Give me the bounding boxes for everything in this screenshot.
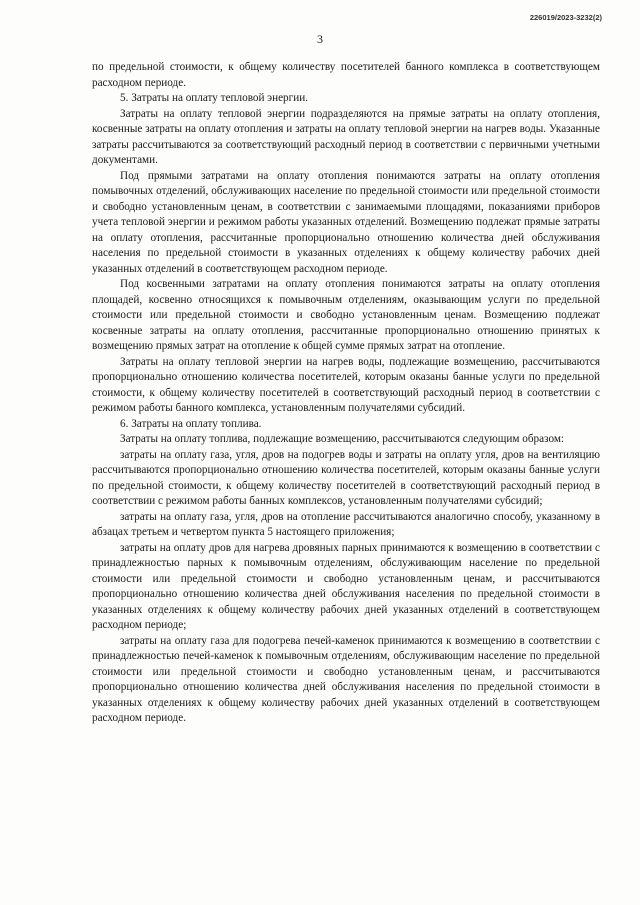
paragraph: затраты на оплату газа, угля, дров на подогрев воды и затраты на оплату угля, дров на вентиляцию рассчитываются пропорционально отношению количества посетителей, которым оказаны банные услуги по предельной стоимости, к общему количеству посетителей в соответствующий расходный период в соответствии с режимом работы банных комплексов, установленным получателями субсидий;: [92, 448, 600, 507]
document-id: 226019/2023-3232(2): [529, 13, 602, 22]
paragraph: затраты на оплату газа, угля, дров на отопление рассчитываются аналогично способу, указанному в абзацах третьем и четвертом пункта 5 настоящего приложения;: [92, 510, 600, 538]
paragraph: Под косвенными затратами на оплату отопления понимаются затраты на оплату отопления площадей, косвенно относящихся к помывочным отделениям, оказывающим услуги по предельной стоимости или предельной стоимости и свободно установленным ценам. Возмещению подлежат косвенные затраты на оплату отопления, рассчитанные пропорционально отношению принятых к возмещению прямых затрат на отопление к общей сумме прямых затрат на отопление.: [92, 278, 600, 352]
paragraph: Затраты на оплату топлива, подлежащие возмещению, рассчитываются следующим образом:: [120, 433, 565, 445]
document-body: [92, 60, 600, 727]
section-heading: 6. Затраты на оплату топлива.: [120, 417, 262, 430]
section-heading: 5. Затраты на оплату тепловой энергии.: [120, 92, 308, 104]
paragraph: Под прямыми затратами на оплату отопления понимаются затраты на оплату отопления помывочных отделений, обслуживающих население по предельной стоимости или предельной стоимости и свободно установленным ценам, в соответствии с занимаемыми площадями, показаниями приборов учета тепловой энергии и режимом работы указанных отделений. Возмещению подлежат прямые затраты на оплату отопления, рассчитанные пропорционально отношению количества дней обслуживания населения по предельной стоимости в указанных отделениях к общему количеству рабочих дней указанных отделений в соответствующем расходном периоде.: [92, 169, 600, 275]
paragraph: затраты на оплату газа для подогрева печей-каменок принимаются к возмещению в соответствии с принадлежностью печей-каменок к помывочным отделениям, обслуживающим население по предельной стоимости или предельной стоимости и свободно установленным ценам, и рассчитываются пропорционально отношению количества дней обслуживания населения по предельной стоимости в указанных отделениях к общему количеству рабочих дней указанных отделений в соответствующем расходном периоде.: [92, 634, 600, 724]
paragraph: по предельной стоимости, к общему количеству посетителей банного комплекса в соответствующем расходном периоде.: [92, 61, 600, 89]
paragraph: затраты на оплату дров для нагрева дровяных парных принимаются к возмещению в соответствии с принадлежностью парных к помывочным отделениям, обслуживающим население по предельной стоимости или предельной стоимости и свободно установленным ценам, и рассчитываются пропорционально отношению количества дней обслуживания населения по предельной стоимости в указанных отделениях к общему количеству рабочих дней указанных отделений в соответствующем расходном периоде;: [92, 541, 600, 631]
page-number: 3: [317, 32, 323, 46]
paragraph: Затраты на оплату тепловой энергии на нагрев воды, подлежащие возмещению, рассчитываются пропорционально отношению количества посетителей, которым оказаны банные услуги по предельной стоимости, к общему количеству посетителей в соответствующий расходный период в соответствии с режимом работы банного комплекса, установленным получателями субсидий.: [92, 355, 600, 414]
paragraph: Затраты на оплату тепловой энергии подразделяются на прямые затраты на оплату отопления, косвенные затраты на оплату отопления и затраты на оплату тепловой энергии на нагрев воды. Указанные затраты рассчитываются за соответствующий расходный период в соответствии с первичными учетными документами.: [92, 107, 600, 166]
